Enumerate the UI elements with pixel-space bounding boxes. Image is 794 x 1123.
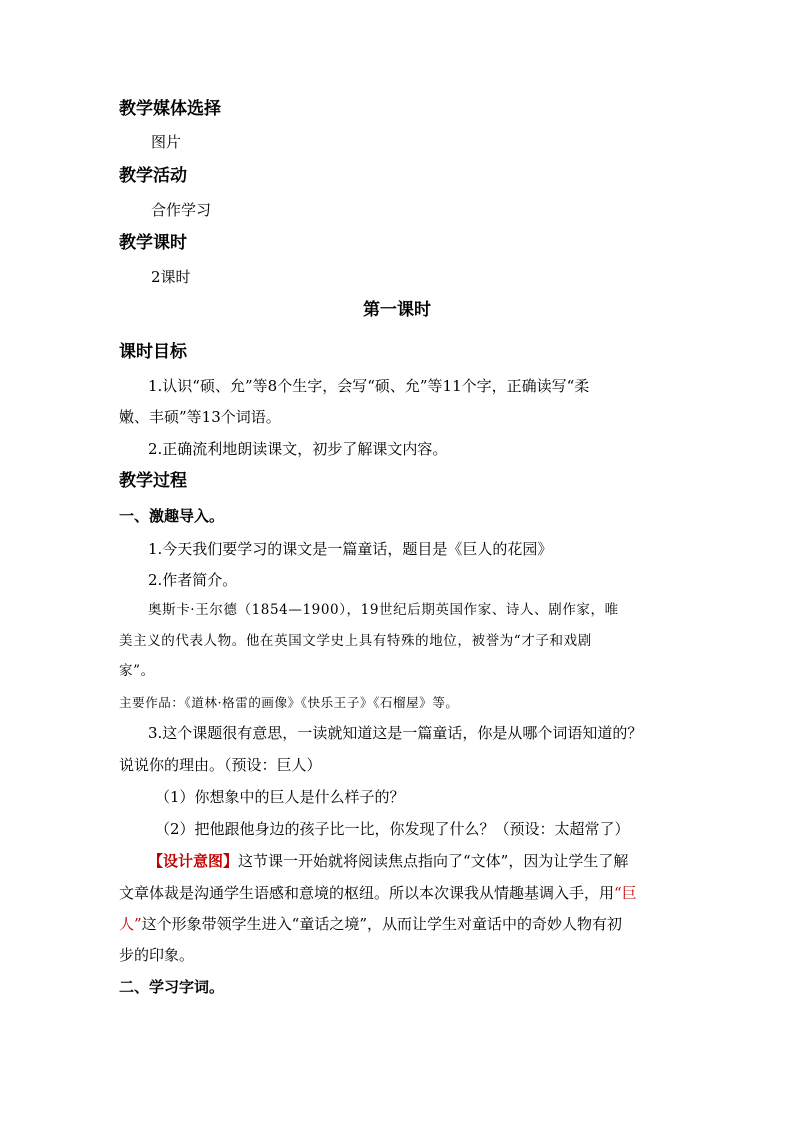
step-3-line-1: 3.这个课题很有意思，一读就知道这是一篇童话，你是从哪个词语知道的？ [148,724,643,742]
design-intent-label: 【设计意图】 [148,852,239,870]
design-intent-line-2 [119,882,637,904]
media-heading: 教学媒体选择 [119,99,221,119]
question-2: （2）把他跟他身边的孩子比一比，你发现了什么？（预设：太超常了） [155,820,630,838]
design-quote-open: “巨 [614,884,637,902]
design-intent-text-3: 这个形象带领学生进入“童话之境”，从而让学生对童话中的奇妙人物有初 [141,915,623,933]
design-intent-line-3 [119,913,622,935]
goal-1-line-1: 1.认识“硕、允”等8个生字，会写“硕、允”等11个字，正确读写“柔 [148,377,590,395]
lesson-title: 第一课时 [363,300,431,320]
question-1: （1）你想象中的巨人是什么样子的？ [155,788,405,806]
design-intent-line-4: 步的印象。 [119,946,195,964]
activity-heading: 教学活动 [119,166,187,186]
design-intent-text-2: 文章体裁是沟通学生语感和意境的枢纽。所以本次课我从情趣基调入手，用 [119,884,615,902]
step-2: 2.作者简介。 [148,571,238,589]
design-intent-line-1 [148,850,628,872]
author-line-1: 奥斯卡·王尔德（1854—1900），19世纪后期英国作家、诗人、剧作家，唯 [148,602,619,618]
hours-heading: 教学课时 [119,233,187,253]
activity-value: 合作学习 [151,201,212,219]
author-line-3: 家”。 [119,663,155,679]
goals-heading: 课时目标 [119,342,187,362]
process-heading: 教学过程 [119,471,187,491]
hours-value: 2课时 [151,268,191,286]
goal-2: 2.正确流利地朗读课文，初步了解课文内容。 [148,440,448,458]
main-works: 主要作品：《道林·格雷的画像》《快乐王子》《石榴屋》等。 [119,695,459,710]
goal-1-line-2: 嫩、丰硕”等13个词语。 [119,408,281,426]
part-2-title: 二、学习字词。 [119,978,225,996]
design-quote-close: 人” [119,915,142,933]
media-value: 图片 [151,133,182,151]
design-intent-text-1: 这节课一开始就将阅读焦点指向了“文体”，因为让学生了解 [238,852,629,870]
step-3-line-2: 说说你的理由。（预设：巨人） [119,756,322,774]
step-1: 1.今天我们要学习的课文是一篇童话，题目是《巨人的花园》 [148,540,553,558]
author-line-2: 美主义的代表人物。他在英国文学史上具有特殊的地位，被誉为“才子和戏剧 [119,633,592,649]
part-1-title: 一、激趣导入。 [119,507,225,525]
